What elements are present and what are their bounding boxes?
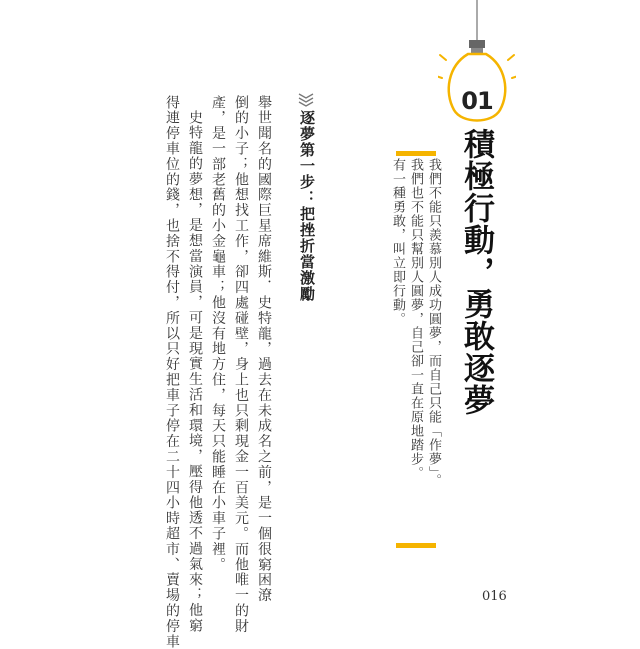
intro-line: 我們不能只羨慕別人成功圓夢，而自己只能「作夢」。 (426, 158, 441, 488)
chapter-number: 01 (461, 87, 493, 115)
body-line: 得連停車位的錢，也捨不得付，所以只好把車子停在二十四小時超市、賣場的停車 (164, 95, 180, 649)
intro-line: 有一種勇敢，叫立即行動。 (390, 158, 405, 326)
body-line: 倒的小子；他想找工作，卻四處碰壁，身上也只剩現金一百美元。而他唯一的財 (233, 95, 249, 634)
section-heading: 逐夢第一步：把挫折當激勵 (298, 110, 316, 302)
body-line: 舉世聞名的國際巨星席維斯．史特龍，過去在未成名之前，是一個很窮困潦 (256, 95, 272, 604)
chapter-title: 積極行動，勇敢逐夢 (458, 128, 494, 416)
body-line: 史特龍的夢想，是想當演員，可是現實生活和環境，壓得他透不過氣來；他窮 (187, 110, 203, 634)
intro-line: 我們也不能只幫別人圓夢，自己卻一直在原地踏步。 (408, 158, 423, 480)
page-number: 016 (482, 589, 507, 604)
accent-bar-bottom (396, 543, 436, 548)
accent-bar-top (396, 151, 436, 156)
body-line: 產，是一部老舊的小金龜車；他沒有地方住，每天只能睡在小車子裡。 (210, 95, 226, 573)
chevron-down-icon (296, 93, 316, 107)
